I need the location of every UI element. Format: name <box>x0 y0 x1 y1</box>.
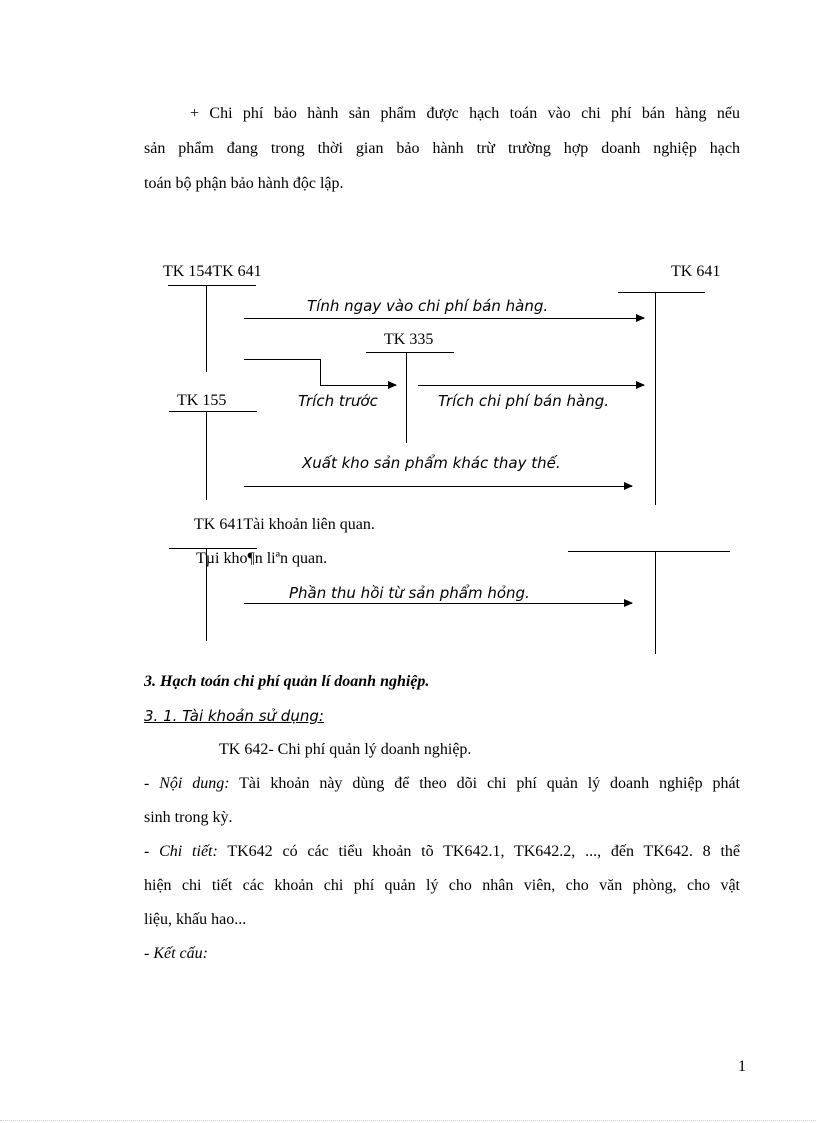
label-garbled-lien-quan: Tµi kho¶n liªn quan. <box>196 550 328 567</box>
label-trich-chi-phi: Trích chi phí bán hàng. <box>438 392 609 410</box>
right-account-vertical <box>655 552 656 654</box>
noi-dung-label: - Nội dung: <box>144 775 230 792</box>
intro-line-3: toán bộ phận bảo hành độc lập. <box>144 175 344 192</box>
label-tk155: TK 155 <box>177 392 227 409</box>
arrow-phan-thu-hoi <box>244 603 632 604</box>
noi-dung-cont: sinh trong kỳ. <box>144 809 233 826</box>
page-number: 1 <box>738 1058 746 1075</box>
tk154-top-line <box>168 285 256 286</box>
trich-truoc-connector-v <box>320 359 321 385</box>
label-tk154-tk641: TK 154TK 641 <box>163 263 262 280</box>
label-tk641-right: TK 641 <box>671 263 721 280</box>
label-tinh-ngay: Tính ngay vào chi phí bán hàng. <box>307 297 549 315</box>
chi-tiet-line <box>144 842 740 862</box>
tk335-top-line <box>366 352 454 353</box>
intro-line-1: + Chi phí bảo hành sản phẩm được hạch toán vào chi phí bán hàng nếu <box>190 105 740 122</box>
label-trich-truoc: Trích trước <box>298 392 378 410</box>
section-3-1-subheading: 3. 1. Tài khoản sử dụng: <box>144 707 324 725</box>
label-xuat-kho: Xuất kho sản phẩm khác thay thế. <box>302 454 561 472</box>
chi-tiet-label: - Chi tiết: <box>144 843 218 860</box>
arrow-trich-chi-phi <box>418 385 644 386</box>
noi-dung-text: Tài khoản này dùng để theo dõi chi phí quản lý doanh nghiệp phát <box>229 775 740 792</box>
chi-tiet-line-2: hiện chi tiết các khoản chi phí quản lý cho nhân viên, cho văn phòng, cho vật <box>144 877 740 894</box>
tk154-vertical <box>206 286 207 372</box>
label-tk335: TK 335 <box>384 331 434 348</box>
section-3-heading: 3. Hạch toán chi phí quản lí doanh nghiệp. <box>144 673 430 690</box>
tk335-vertical <box>406 353 407 443</box>
tk155-vertical <box>206 412 207 500</box>
noi-dung-line <box>144 774 740 794</box>
trich-truoc-connector-h1 <box>244 359 320 360</box>
tk641-right-vertical <box>655 293 656 505</box>
label-phan-thu-hoi: Phần thu hồi từ sản phẩm hỏng. <box>289 584 530 602</box>
tk641-lien-quan-top-line <box>169 548 257 549</box>
chi-tiet-line-3: liệu, khấu hao... <box>144 911 247 928</box>
tk155-top-line <box>169 411 257 412</box>
chi-tiet-text: TK642 có các tiểu khoản tõ TK642.1, TK642.2, ..., đến TK642. 8 thể <box>217 843 741 860</box>
tk641-right-top-line <box>618 292 705 293</box>
right-account-top-line <box>568 551 730 552</box>
label-tk641-lien-quan: TK 641Tài khoản liên quan. <box>194 516 375 533</box>
tk642-title: TK 642- Chi phí quản lý doanh nghiệp. <box>219 741 472 758</box>
arrow-trich-truoc <box>320 385 396 386</box>
page-bottom-divider <box>0 1120 816 1121</box>
ket-cau-label: - Kết cấu: <box>144 945 208 962</box>
arrow-tinh-ngay <box>244 318 644 319</box>
arrow-xuat-kho <box>244 486 632 487</box>
intro-line-2: sản phẩm đang trong thời gian bảo hành trừ trường hợp doanh nghiệp hạch <box>144 140 740 157</box>
